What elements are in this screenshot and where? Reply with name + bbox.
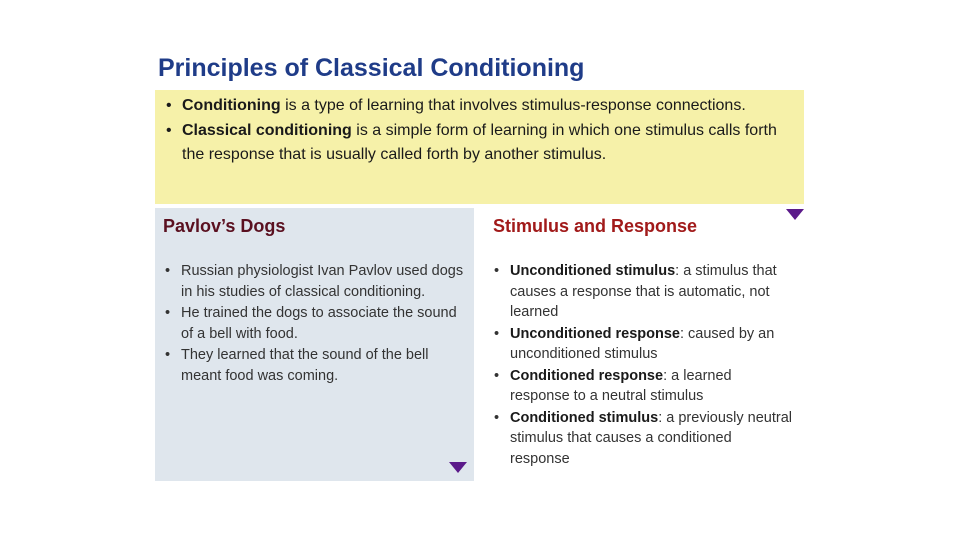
pavlov-heading: Pavlov’s Dogs: [163, 216, 286, 236]
stimulus-text: : a previously neutral stimulus that causes a conditioned response: [510, 409, 793, 467]
stimulus-term: Unconditioned stimulus: [510, 263, 676, 279]
definition-list: [166, 94, 796, 168]
list-item: [494, 366, 794, 407]
list-item: [494, 261, 794, 323]
definition-item: [166, 119, 796, 167]
stimulus-text: : a stimulus that causes a response that is automatic, not learned: [510, 263, 777, 320]
pavlov-list: [165, 261, 465, 387]
list-item: [494, 408, 794, 470]
stimulus-term: Conditioned response: [510, 367, 664, 384]
definition-text: is a simple form of learning in which one stimulus calls forth the response that is usually called forth by another stimulus.: [182, 122, 777, 163]
page-title: Principles of Classical Conditioning: [158, 54, 585, 82]
list-item: [494, 324, 794, 365]
definition-box: [155, 90, 804, 204]
stimulus-response-heading: Stimulus and Response: [493, 216, 698, 236]
definition-text: is a type of learning that involves stimulus-response connections.: [280, 97, 746, 114]
list-item: • They learned that the sound of the bell meant food was coming.: [165, 345, 465, 386]
stimulus-text: : a learned response to a neutral stimulus: [510, 367, 732, 404]
stimulus-term: Conditioned stimulus: [510, 409, 659, 426]
list-item: • Russian physiologist Ivan Pavlov used dogs in his studies of classical conditioning.: [165, 261, 465, 302]
stimulus-response-list: [494, 261, 794, 470]
triangle-down-icon: [449, 462, 467, 473]
triangle-down-icon: [786, 209, 804, 220]
stimulus-term: Unconditioned response: [510, 325, 680, 342]
definition-term: Classical conditioning: [182, 122, 352, 139]
list-item: • He trained the dogs to associate the sound of a bell with food.: [165, 303, 465, 344]
definition-term: Conditioning: [182, 97, 281, 114]
pavlov-panel: [155, 208, 474, 481]
stimulus-text: : caused by an unconditioned stimulus: [510, 325, 775, 362]
definition-item: [166, 94, 796, 118]
